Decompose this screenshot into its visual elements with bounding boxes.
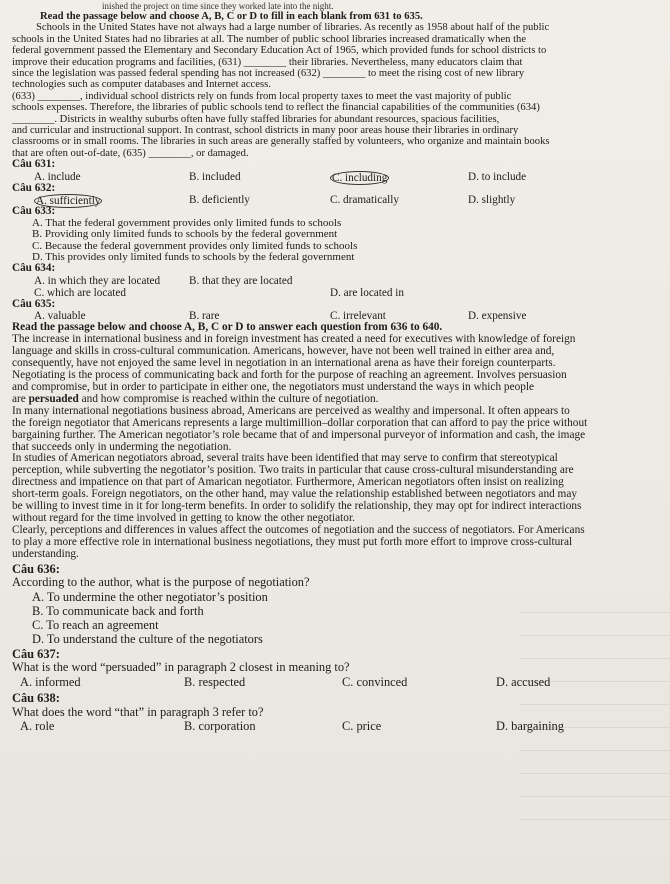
question-631-label: Câu 631: bbox=[12, 159, 56, 171]
passage-2-line: be willing to invest time in it for long-term benefits. In order to solidify the relationship, they may opt for indirect interactions bbox=[12, 501, 582, 513]
passage-2-line: and compromise, but in order to participate in either one, the negotiators must understand the ways in which people bbox=[12, 381, 535, 393]
q631-option-c[interactable]: C. including bbox=[332, 171, 388, 184]
passage-1-line: ________. Districts in wealthy suburbs often have fully staffed libraries for abundant resources, spacious facilities, bbox=[12, 113, 500, 125]
passage-1-line: schools expenses. Therefore, the libraries of public schools tend to reflect the financial capabilities of the communities (634) bbox=[12, 102, 540, 114]
q637-option-d[interactable]: D. accused bbox=[496, 674, 551, 689]
q637-option-b[interactable]: B. respected bbox=[184, 674, 246, 689]
passage-2-line: consequently, have not enjoyed the same level in negotiation in an international arena as have their foreign counterparts. bbox=[12, 358, 556, 370]
q635-option-a[interactable]: A. valuable bbox=[34, 310, 86, 323]
passage-2-line: Clearly, perceptions and differences in values affect the outcomes of negotiation and the success of negotiators. For Americans bbox=[12, 524, 585, 536]
passage-2-line: Negotiating is the process of communicating back and forth for the purpose of reaching an agreement. Involves persuasion bbox=[12, 370, 567, 382]
passage-1-line: since the legislation was passed federal spending has not increased (632) ________ to meet the rising cost of new library bbox=[12, 68, 525, 80]
q637-option-a[interactable]: A. informed bbox=[20, 674, 81, 689]
question-632-label: Câu 632: bbox=[12, 182, 56, 194]
question-637-stem: What is the word “persuaded” in paragraph 2 closest in meaning to? bbox=[12, 661, 350, 675]
passage-2-line: The increase in international business and in foreign investment has created a need for executives with knowledge of foreign bbox=[12, 334, 576, 346]
q635-option-b[interactable]: B. rare bbox=[189, 310, 220, 323]
q636-option-b[interactable]: B. To communicate back and forth bbox=[32, 603, 204, 618]
q632-option-d[interactable]: D. slightly bbox=[468, 194, 516, 207]
question-634-label: Câu 634: bbox=[12, 263, 56, 275]
emphasized-word-persuaded: persuaded bbox=[28, 393, 79, 405]
passage-1-line: improve their education programs and facilities, (631) ________ their libraries. Nevertheless, many educators claim that bbox=[12, 56, 523, 68]
passage-2-line-prefix: are bbox=[12, 393, 29, 405]
q636-option-a[interactable]: A. To undermine the other negotiator’s position bbox=[32, 589, 268, 604]
question-633-label: Câu 633: bbox=[12, 206, 56, 218]
passage-2-line: In studies of American negotiators abroad, several traits have been identified that may serve to confirm that stereotypical bbox=[12, 453, 558, 465]
question-638-label: Câu 638: bbox=[12, 691, 60, 705]
instruction-636-640: Read the passage below and choose A, B, C or D to answer each question from 636 to 640. bbox=[12, 322, 443, 334]
q632-option-a[interactable]: A. sufficiently bbox=[36, 195, 101, 208]
q633-option-b[interactable]: B. Providing only limited funds to schools by the federal government bbox=[32, 228, 338, 241]
q631-option-a[interactable]: A. include bbox=[34, 170, 81, 183]
passage-1-line: Schools in the United States have not always had a large number of libraries. As recently as 1958 about half of the public bbox=[36, 22, 550, 34]
passage-2-line: bargaining further. The American negotiator’s role became that of and impersonal purveyor of information and cash, the image bbox=[12, 429, 586, 441]
question-638-options bbox=[12, 719, 662, 733]
question-638-stem: What does the word “that” in paragraph 3 refer to? bbox=[12, 705, 264, 719]
passage-2-line: understanding. bbox=[12, 548, 79, 560]
q634-option-a[interactable]: A. in which they are located bbox=[34, 274, 161, 287]
question-634-options-row1 bbox=[12, 275, 662, 287]
question-635-options bbox=[12, 310, 662, 322]
top-fragment: inished the project on time since they worked late into the night. bbox=[102, 2, 334, 11]
q637-option-c[interactable]: C. convinced bbox=[342, 674, 408, 689]
question-636-label: Câu 636: bbox=[12, 562, 60, 576]
instruction-631-635: Read the passage below and choose A, B, C or D to fill in each blank from 631 to 635. bbox=[40, 11, 423, 22]
q634-option-c[interactable]: C. which are located bbox=[34, 286, 126, 299]
q634-option-b[interactable]: B. that they are located bbox=[189, 274, 293, 287]
passage-1-line: classrooms or in small rooms. The libraries in such areas are generally staffed by volunteers, who organize and maintain books bbox=[12, 136, 550, 148]
q638-option-c[interactable]: C. price bbox=[342, 719, 382, 734]
q635-option-c[interactable]: C. irrelevant bbox=[330, 310, 386, 323]
q638-option-a[interactable]: A. role bbox=[20, 719, 55, 734]
q638-option-d[interactable]: D. bargaining bbox=[496, 719, 564, 734]
question-632-options bbox=[12, 194, 662, 206]
passage-2-line: short-term goals. Foreign negotiators, on the other hand, may value the relationship established between negotiators and may bbox=[12, 489, 578, 501]
passage-2-line: language and skills in cross-cultural communication. Americans, however, have not been well trained in either area and, bbox=[12, 346, 555, 358]
question-634-options-row2 bbox=[12, 287, 662, 299]
question-631-options bbox=[12, 171, 662, 183]
passage-1-line: federal government passed the Elementary and Secondary Education Act of 1965, which provided funds for school districts to bbox=[12, 45, 547, 57]
passage-1-line: and curricular and instructional support. In contrast, school districts in many poor areas house their libraries in ordinary bbox=[12, 125, 519, 137]
q631-option-b[interactable]: B. included bbox=[189, 170, 241, 183]
passage-1 bbox=[12, 22, 662, 159]
q633-option-d[interactable]: D. This provides only limited funds to schools by the federal government bbox=[32, 250, 355, 263]
passage-2-line-persuaded bbox=[12, 394, 662, 406]
passage-2-line: directness and impatience on that part of Amarican negotiator. Furthermore, American negotiators often insist on realizing bbox=[12, 477, 564, 489]
notebook-lines bbox=[520, 590, 670, 840]
question-637-options bbox=[12, 675, 662, 689]
passage-2-line: that succeeds only in underming the negotiation. bbox=[12, 441, 232, 453]
passage-2-line: perception, while subverting the negotiator’s position. Two traits in particular that cause cross-cultural misunderstanding are bbox=[12, 465, 574, 477]
question-636-stem: According to the author, what is the purpose of negotiation? bbox=[12, 576, 310, 590]
q632-option-b[interactable]: B. deficiently bbox=[189, 194, 250, 207]
passage-2-line: the foreign negotiator that Americans represents a large multimillion–dollar corporation that can afford to pay the price without bbox=[12, 417, 588, 429]
q638-option-b[interactable]: B. corporation bbox=[184, 719, 256, 734]
q635-option-d[interactable]: D. expensive bbox=[468, 310, 527, 323]
q633-option-a[interactable]: A. That the federal government provides only limited funds to schools bbox=[32, 217, 342, 230]
passage-2-line: In many international negotiations business abroad, Americans are perceived as wealthy and impersonal. It often appears to bbox=[12, 405, 570, 417]
passage-1-line: schools in the United States had no libraries at all. The number of public school libraries increased dramatically when the bbox=[12, 33, 527, 45]
q636-option-d[interactable]: D. To understand the culture of the negotiators bbox=[32, 631, 263, 646]
passage-2-line-suffix: and how compromise is reached within the culture of negotiation. bbox=[78, 393, 379, 405]
question-635-label: Câu 635: bbox=[12, 298, 56, 310]
q631-option-d[interactable]: D. to include bbox=[468, 170, 527, 183]
q633-option-c[interactable]: C. Because the federal government provides only limited funds to schools bbox=[32, 239, 358, 252]
q634-option-d[interactable]: D. are located in bbox=[330, 286, 404, 299]
passage-2-line: without regard for the time involved in getting to know the other negotiator. bbox=[12, 512, 355, 524]
passage-1-line: technologies such as computer databases and Internet access. bbox=[12, 79, 271, 91]
question-637-label: Câu 637: bbox=[12, 647, 60, 661]
passage-1-line: that are often out-of-date, (635) ________, or damaged. bbox=[12, 147, 249, 159]
q632-option-c[interactable]: C. dramatically bbox=[330, 194, 399, 207]
passage-2-line: to play a more effective role in international business negotiations, they must put forth more effort to improve cross-cultural bbox=[12, 536, 573, 548]
passage-1-line: (633) ________, individual school districts rely on funds from local property taxes to meet the vast majority of public bbox=[12, 90, 512, 102]
q636-option-c[interactable]: C. To reach an agreement bbox=[32, 617, 159, 632]
passage-2 bbox=[12, 334, 662, 560]
